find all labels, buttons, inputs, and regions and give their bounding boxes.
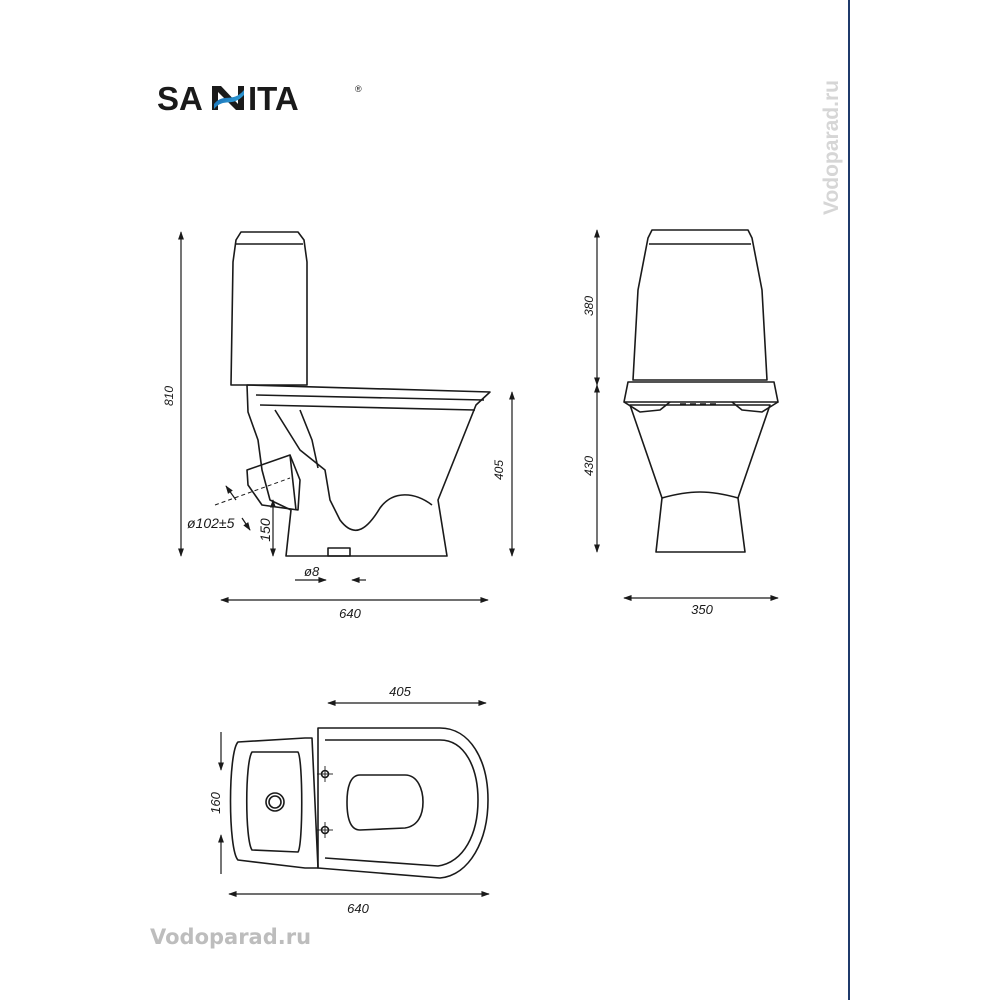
top-bowl-length-label: 405 [389, 684, 411, 699]
side-dimensions [181, 232, 512, 600]
arrow-icon [226, 486, 236, 500]
top-tank [231, 738, 319, 868]
vertical-watermark-text: Vodoparad.ru [820, 80, 843, 215]
front-view [624, 230, 778, 552]
logo-text-right: ITA [248, 80, 299, 117]
front-pedestal [630, 405, 770, 552]
brand-logo [157, 80, 362, 117]
front-tank [633, 230, 767, 380]
top-tank-depth-label: 160 [208, 792, 223, 814]
front-bowl-height-label: 430 [582, 455, 596, 477]
top-bolt-crosshairs [317, 766, 333, 838]
top-view [231, 728, 489, 878]
side-total-height-label: 810 [162, 385, 176, 407]
front-tank-height-label: 380 [582, 295, 596, 317]
top-seat-opening [347, 775, 423, 830]
side-bowl-height-label: 405 [492, 459, 506, 481]
side-view [215, 232, 490, 556]
bottom-watermark: Vodoparad.ru [150, 925, 312, 949]
side-tank [231, 232, 307, 385]
logo-text-left: SA [157, 80, 203, 117]
registered-icon: ® [355, 84, 362, 94]
side-outlet-height-label: 150 [257, 518, 273, 542]
side-bolt-diameter-label: ø8 [304, 564, 320, 579]
side-bowl [247, 385, 490, 556]
top-total-length-label: 640 [347, 901, 369, 916]
front-width-label: 350 [691, 602, 713, 617]
arrow-icon [242, 518, 250, 530]
front-dimensions [597, 230, 778, 598]
side-depth-label: 640 [339, 606, 361, 621]
side-outlet-diameter-label: ø102±5 [187, 515, 235, 531]
top-dimensions [221, 703, 489, 894]
front-seat [624, 382, 778, 402]
